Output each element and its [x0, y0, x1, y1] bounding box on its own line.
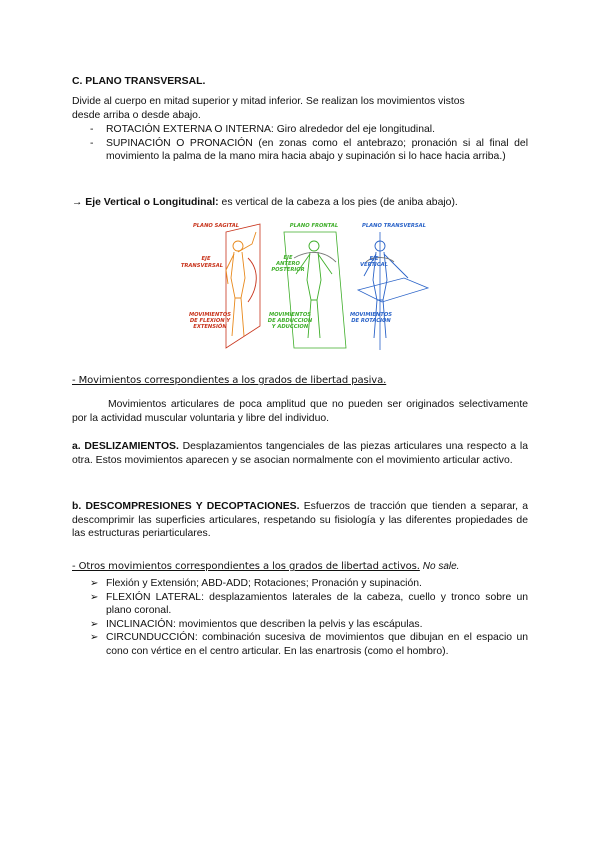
descompresiones-label: b. DESCOMPRESIONES Y DECOPTACIONES. — [72, 501, 300, 512]
list-item — [90, 631, 528, 658]
list-item-text: FLEXIÓN LATERAL: desplazamientos laterales de la cabeza, cuello y tronco sobre un plano coronal. — [106, 591, 528, 616]
movement-label-line: MOVIMIENTOS — [269, 312, 311, 318]
section-c-intro: Divide al cuerpo en mitad superior y mitad inferior. Se realizan los movimientos vistos desde arriba o desde abajo. — [72, 96, 465, 121]
axis-label-line: EJE — [369, 256, 379, 262]
list-item-text: SUPINACIÓN O PRONACIÓN (en zonas como el antebrazo; pronación si al final del movimiento la palma de la mano mira hacia abajo y supinación si lo hace hacia arriba.) — [106, 137, 528, 162]
axis-label-line: TRANSVERSAL — [180, 263, 224, 269]
activos-heading-line — [72, 561, 459, 572]
arrow-bullet-icon: ➢ — [90, 618, 99, 630]
plane-label: PLANO FRONTAL — [289, 223, 339, 229]
activos-heading: - Otros movimientos correspondientes a los grados de libertad activos. — [72, 561, 420, 572]
list-item-text: CIRCUNDUCCIÓN: combinación sucesiva de movimientos que dibujan en el espacio un cono con vértice en el centro articular. En las enartrosis (como el hombro). — [106, 632, 528, 657]
eje-label: Eje Vertical o Longitudinal: — [85, 197, 219, 208]
arrow-bullet-icon: ➢ — [90, 578, 99, 589]
activos-note: No sale. — [422, 561, 460, 572]
movement-label-line: EXTENSIÓN — [193, 324, 227, 330]
list-item — [90, 137, 528, 164]
descompresiones-text: Esfuerzos de tracción que tienden a separar, a descomprimir las superficies articulares, respetando su fisiología y las diferentes propiedades de las estructuras periarticulares. — [72, 501, 528, 539]
section-c-title: C. PLANO TRANSVERSAL. — [72, 76, 206, 87]
list-item-text: INCLINACIÓN: movimientos que describen la pelvis y las escápulas. — [106, 618, 423, 630]
transversal-panel — [350, 223, 428, 350]
sagittal-panel — [181, 223, 260, 348]
arrow-bullet-icon: ➢ — [90, 591, 99, 603]
eje-vertical-line — [72, 196, 532, 210]
axis-label-line: ANTERO — [276, 261, 300, 267]
frontal-plane-shape — [284, 232, 346, 348]
dash-bullet: - — [90, 137, 94, 149]
descompresiones-paragraph — [72, 500, 528, 541]
movement-label-line: MOVIMIENTOS — [189, 312, 231, 318]
planes-figure — [168, 218, 438, 358]
list-item — [90, 618, 528, 632]
arrow-bullet-icon: ➢ — [90, 632, 99, 643]
activos-list — [90, 577, 528, 658]
movement-label-line: DE FLEXION Y — [189, 318, 231, 324]
eje-text: es vertical de la cabeza a los pies (de aniba abajo). — [221, 197, 458, 208]
deslizamientos-label: a. DESLIZAMIENTOS. — [72, 441, 179, 452]
movement-label-line: MOVIMIENTOS — [350, 312, 392, 318]
list-item — [90, 123, 528, 137]
list-item — [90, 577, 528, 591]
right-arrow-icon: → — [72, 197, 83, 208]
frontal-panel — [268, 223, 346, 348]
movement-label-line: Y ADUCCION — [271, 324, 309, 330]
axis-label-line: EJE — [201, 256, 211, 262]
axis-label-line: POSTERIOR — [271, 267, 305, 273]
dash-bullet: - — [90, 124, 94, 135]
movement-label-line: DE ABDUCCION — [267, 318, 313, 324]
plane-label: PLANO TRANSVERSAL — [362, 223, 426, 229]
figure-body-icon — [226, 232, 256, 336]
list-item-text: Flexión y Extensión; ABD-ADD; Rotaciones; Pronación y supinación. — [106, 578, 422, 589]
list-item — [90, 591, 528, 618]
plane-label: PLANO SAGITAL — [192, 223, 240, 229]
pasiva-intro: Movimientos articulares de poca amplitud que no pueden ser originados selectivamente por la actividad muscular voluntaria y libre del individuo. — [72, 399, 528, 424]
transversal-plane-shape — [358, 278, 428, 302]
movement-label-line: DE ROTACION — [351, 318, 391, 324]
axis-label-line: VERTICAL — [360, 262, 388, 268]
deslizamientos-paragraph — [72, 440, 528, 467]
deslizamientos-text: Desplazamientos tangenciales de las piezas articulares una respecto a la otra. Estos movimientos aparecen y se asocian normalmente con el movimiento articular activo. — [72, 441, 529, 466]
axis-label-line: EJE — [283, 255, 293, 261]
section-c-list — [90, 123, 528, 164]
list-item-text: ROTACIÓN EXTERNA O INTERNA: Giro alrededor del eje longitudinal. — [106, 124, 435, 135]
pasiva-heading: - Movimientos correspondientes a los grados de libertad pasiva. — [72, 375, 387, 386]
